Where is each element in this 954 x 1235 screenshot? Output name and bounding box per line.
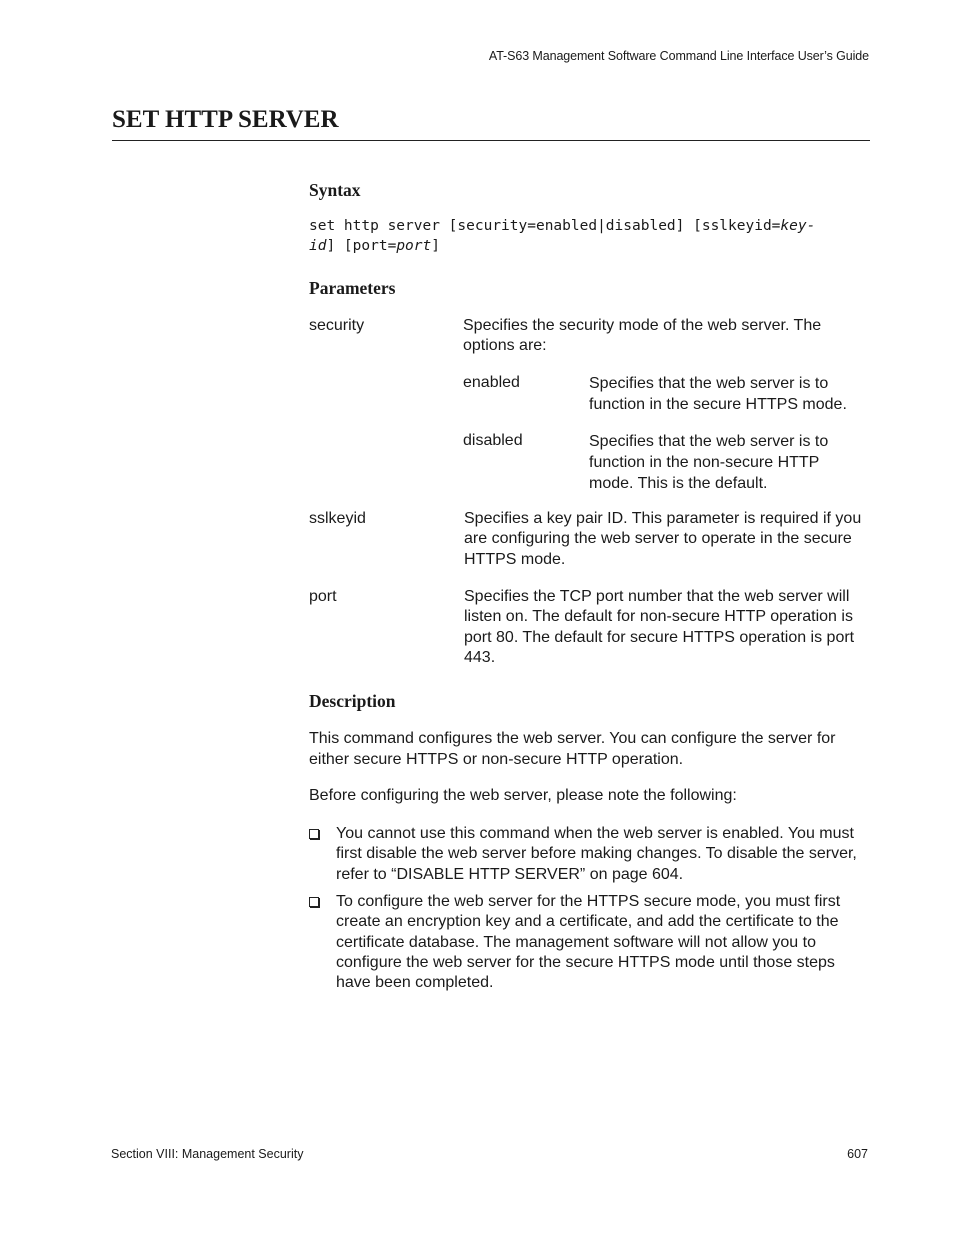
- parameters-heading: Parameters: [309, 278, 396, 298]
- syntax-line-1: [309, 216, 869, 236]
- description-heading: Description: [309, 691, 396, 711]
- syntax-placeholder-port: port: [396, 238, 432, 254]
- option-name-disabled: disabled: [463, 432, 523, 449]
- syntax-text: set http server [security=enabled|disabled] [sslkeyid=: [309, 218, 781, 234]
- syntax-text: ]: [431, 238, 440, 254]
- bullet-checkbox-icon: [309, 897, 319, 907]
- syntax-text: ] [port=: [326, 238, 397, 254]
- param-desc-port: Specifies the TCP port number that the web server will listen on. The default for non-secure HTTP operation is port 80. The default for secure HTTPS operation is port 443.: [464, 588, 855, 666]
- page-title: SET HTTP SERVER: [112, 106, 339, 133]
- syntax-placeholder-key-id-cont: id: [309, 238, 327, 254]
- bullet-checkbox-icon: [309, 829, 319, 839]
- param-desc-security: Specifies the security mode of the web server. The options are:: [463, 317, 822, 355]
- syntax-line-2: [309, 236, 869, 256]
- description-paragraph-2: Before configuring the web server, please note the following:: [309, 787, 737, 804]
- syntax-heading: Syntax: [309, 180, 361, 200]
- param-name-sslkeyid: sslkeyid: [309, 510, 366, 527]
- bullet-item-2: To configure the web server for the HTTPS secure mode, you must first create an encryption key and a certificate, and add the certificate to the certificate database. The management software will not allow you to configure the web server for the secure HTTPS mode until those steps have been completed.: [336, 893, 841, 992]
- option-desc-enabled: Specifies that the web server is to function in the secure HTTPS mode.: [589, 375, 847, 413]
- param-desc-sslkeyid: Specifies a key pair ID. This parameter is required if you are configuring the web server to operate in the secure HTTPS mode.: [464, 510, 862, 568]
- description-paragraph-1: This command configures the web server. You can configure the server for either secure HTTPS or non-secure HTTP operation.: [309, 730, 836, 768]
- footer-page-number: 607: [847, 1147, 868, 1161]
- option-desc-disabled: Specifies that the web server is to function in the non-secure HTTP mode. This is the default.: [589, 433, 829, 492]
- footer-section: Section VIII: Management Security: [111, 1147, 304, 1161]
- syntax-command: [309, 216, 869, 256]
- option-name-enabled: enabled: [463, 374, 520, 391]
- syntax-placeholder-key-id: key-: [780, 218, 816, 234]
- param-name-port: port: [309, 588, 337, 605]
- param-name-security: security: [309, 317, 365, 334]
- running-header: AT-S63 Management Software Command Line Interface User’s Guide: [488, 49, 869, 63]
- title-rule: [112, 140, 870, 141]
- bullet-item-1: You cannot use this command when the web server is enabled. You must first disable the web server before making changes. To disable the server, refer to “DISABLE HTTP SERVER” on page 604.: [336, 825, 857, 883]
